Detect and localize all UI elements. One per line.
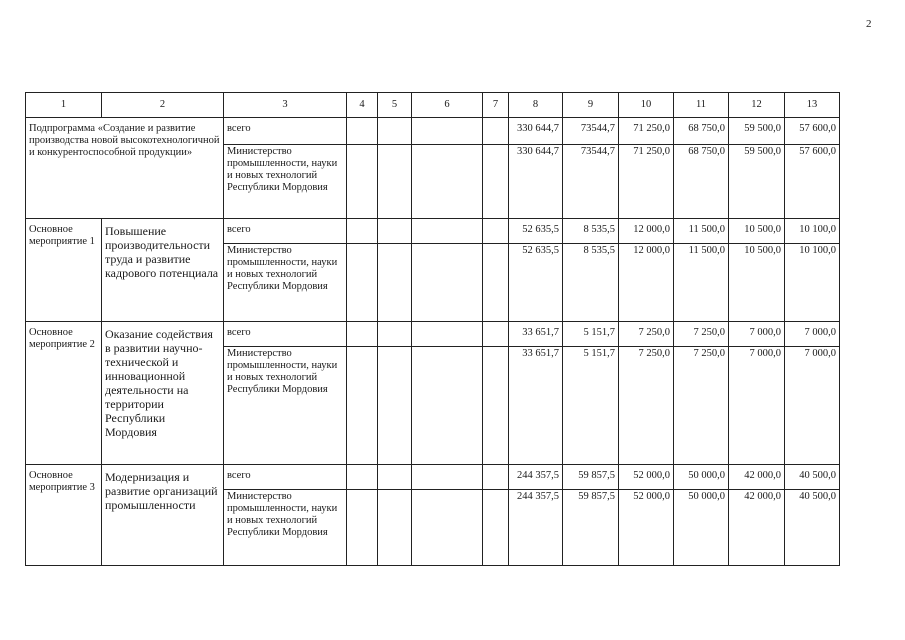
value-cell: 7 250,0 bbox=[674, 322, 729, 347]
budget-table bbox=[25, 92, 840, 566]
value-cell: 10 500,0 bbox=[729, 219, 785, 244]
empty-cell bbox=[347, 145, 378, 219]
value-cell: 52 635,5 bbox=[509, 244, 563, 322]
value-cell: 71 250,0 bbox=[619, 145, 674, 219]
value-cell: 59 857,5 bbox=[563, 490, 619, 566]
empty-cell bbox=[347, 490, 378, 566]
value-cell: 73544,7 bbox=[563, 118, 619, 145]
row-label: всего bbox=[224, 465, 347, 490]
value-cell: 52 000,0 bbox=[619, 490, 674, 566]
value-cell: 59 500,0 bbox=[729, 145, 785, 219]
empty-cell bbox=[483, 219, 509, 244]
empty-cell bbox=[347, 322, 378, 347]
value-cell: 10 100,0 bbox=[785, 219, 840, 244]
empty-cell bbox=[483, 490, 509, 566]
value-cell: 11 500,0 bbox=[674, 244, 729, 322]
value-cell: 73544,7 bbox=[563, 145, 619, 219]
header-cell: 10 bbox=[619, 93, 674, 118]
empty-cell bbox=[412, 490, 483, 566]
empty-cell bbox=[483, 347, 509, 465]
value-cell: 244 357,5 bbox=[509, 465, 563, 490]
event-name: Модернизация и развитие организаций промышленности bbox=[102, 465, 224, 566]
header-cell: 2 bbox=[102, 93, 224, 118]
value-cell: 12 000,0 bbox=[619, 244, 674, 322]
value-cell: 11 500,0 bbox=[674, 219, 729, 244]
empty-cell bbox=[483, 244, 509, 322]
empty-cell bbox=[483, 118, 509, 145]
row-label: всего bbox=[224, 118, 347, 145]
header-cell: 8 bbox=[509, 93, 563, 118]
value-cell: 52 635,5 bbox=[509, 219, 563, 244]
row-label: всего bbox=[224, 322, 347, 347]
value-cell: 8 535,5 bbox=[563, 244, 619, 322]
value-cell: 57 600,0 bbox=[785, 118, 840, 145]
subprogram-title: Подпрограмма «Создание и развитие производства новой высокотехнологичной и конкурентоспособной продукции» bbox=[26, 118, 224, 219]
empty-cell bbox=[378, 465, 412, 490]
empty-cell bbox=[378, 244, 412, 322]
value-cell: 50 000,0 bbox=[674, 490, 729, 566]
value-cell: 8 535,5 bbox=[563, 219, 619, 244]
value-cell: 57 600,0 bbox=[785, 145, 840, 219]
value-cell: 40 500,0 bbox=[785, 465, 840, 490]
value-cell: 7 250,0 bbox=[619, 322, 674, 347]
empty-cell bbox=[483, 465, 509, 490]
event-label: Основное мероприятие 1 bbox=[26, 219, 102, 322]
empty-cell bbox=[412, 322, 483, 347]
value-cell: 71 250,0 bbox=[619, 118, 674, 145]
value-cell: 59 857,5 bbox=[563, 465, 619, 490]
empty-cell bbox=[412, 145, 483, 219]
event-3-total-row bbox=[26, 465, 840, 490]
value-cell: 42 000,0 bbox=[729, 465, 785, 490]
header-cell: 9 bbox=[563, 93, 619, 118]
header-cell: 12 bbox=[729, 93, 785, 118]
empty-cell bbox=[483, 322, 509, 347]
value-cell: 7 250,0 bbox=[674, 347, 729, 465]
header-row bbox=[26, 93, 840, 118]
row-label: Министерство промышленности, науки и новых технологий Республики Мордовия bbox=[224, 244, 347, 322]
header-cell: 5 bbox=[378, 93, 412, 118]
value-cell: 68 750,0 bbox=[674, 118, 729, 145]
value-cell: 42 000,0 bbox=[729, 490, 785, 566]
event-1-total-row bbox=[26, 219, 840, 244]
value-cell: 33 651,7 bbox=[509, 347, 563, 465]
value-cell: 7 000,0 bbox=[785, 347, 840, 465]
value-cell: 10 100,0 bbox=[785, 244, 840, 322]
empty-cell bbox=[412, 219, 483, 244]
value-cell: 10 500,0 bbox=[729, 244, 785, 322]
empty-cell bbox=[378, 490, 412, 566]
empty-cell bbox=[347, 347, 378, 465]
value-cell: 52 000,0 bbox=[619, 465, 674, 490]
header-cell: 6 bbox=[412, 93, 483, 118]
empty-cell bbox=[347, 118, 378, 145]
subprogram-total-row bbox=[26, 118, 840, 145]
empty-cell bbox=[347, 219, 378, 244]
value-cell: 244 357,5 bbox=[509, 490, 563, 566]
header-cell: 7 bbox=[483, 93, 509, 118]
empty-cell bbox=[483, 145, 509, 219]
value-cell: 12 000,0 bbox=[619, 219, 674, 244]
empty-cell bbox=[412, 244, 483, 322]
event-name: Оказание содействия в развитии научно-технической и инновационной деятельности на территории Республики Мордовия bbox=[102, 322, 224, 465]
value-cell: 330 644,7 bbox=[509, 145, 563, 219]
value-cell: 33 651,7 bbox=[509, 322, 563, 347]
empty-cell bbox=[412, 465, 483, 490]
empty-cell bbox=[378, 145, 412, 219]
value-cell: 5 151,7 bbox=[563, 347, 619, 465]
event-2-total-row bbox=[26, 322, 840, 347]
row-label: Министерство промышленности, науки и новых технологий Республики Мордовия bbox=[224, 490, 347, 566]
event-label: Основное мероприятие 3 bbox=[26, 465, 102, 566]
page-number: 2 bbox=[866, 18, 872, 30]
empty-cell bbox=[378, 219, 412, 244]
value-cell: 40 500,0 bbox=[785, 490, 840, 566]
value-cell: 7 000,0 bbox=[785, 322, 840, 347]
value-cell: 50 000,0 bbox=[674, 465, 729, 490]
value-cell: 330 644,7 bbox=[509, 118, 563, 145]
event-name: Повышение производительности труда и развитие кадрового потенциала bbox=[102, 219, 224, 322]
empty-cell bbox=[378, 347, 412, 465]
header-cell: 3 bbox=[224, 93, 347, 118]
header-cell: 13 bbox=[785, 93, 840, 118]
value-cell: 59 500,0 bbox=[729, 118, 785, 145]
empty-cell bbox=[412, 118, 483, 145]
empty-cell bbox=[378, 322, 412, 347]
value-cell: 68 750,0 bbox=[674, 145, 729, 219]
row-label: Министерство промышленности, науки и новых технологий Республики Мордовия bbox=[224, 145, 347, 219]
header-cell: 1 bbox=[26, 93, 102, 118]
row-label: всего bbox=[224, 219, 347, 244]
row-label: Министерство промышленности, науки и новых технологий Республики Мордовия bbox=[224, 347, 347, 465]
value-cell: 7 000,0 bbox=[729, 322, 785, 347]
header-cell: 4 bbox=[347, 93, 378, 118]
header-cell: 11 bbox=[674, 93, 729, 118]
value-cell: 7 000,0 bbox=[729, 347, 785, 465]
value-cell: 5 151,7 bbox=[563, 322, 619, 347]
empty-cell bbox=[347, 465, 378, 490]
empty-cell bbox=[378, 118, 412, 145]
empty-cell bbox=[347, 244, 378, 322]
empty-cell bbox=[412, 347, 483, 465]
event-label: Основное мероприятие 2 bbox=[26, 322, 102, 465]
value-cell: 7 250,0 bbox=[619, 347, 674, 465]
